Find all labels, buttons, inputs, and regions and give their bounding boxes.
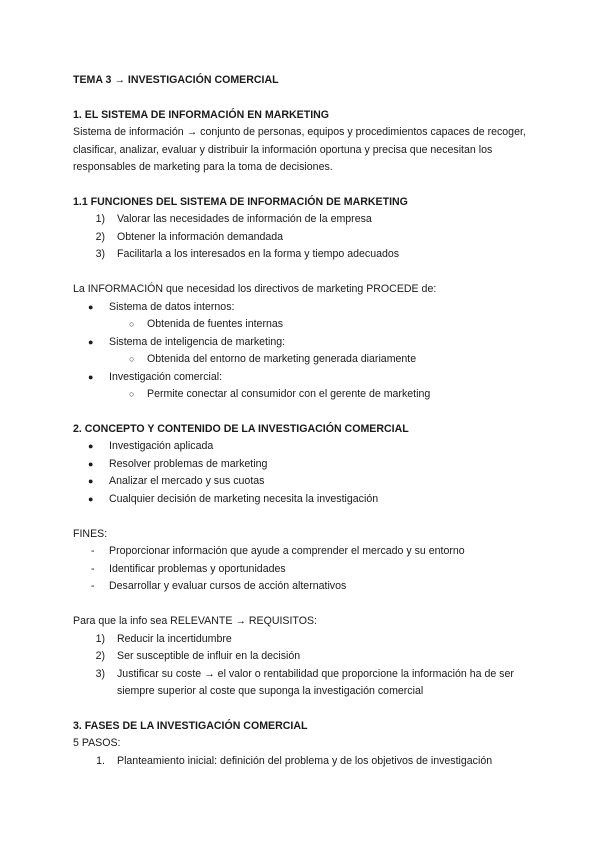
dash-icon: - xyxy=(91,562,95,575)
section-2-heading: 2. CONCEPTO Y CONTENIDO DE LA INVESTIGACIÓN COMERCIAL xyxy=(73,422,409,435)
requisitos-intro: Para que la info sea RELEVANTE → REQUISITOS: xyxy=(73,615,317,627)
bullet-icon: ● xyxy=(88,336,94,347)
list-item: - Identificar problemas y oportunidades xyxy=(73,561,533,579)
list-item: 3) Justificar su coste → el valor o rentabilidad que proporcione la información ha de ser siempre superior al coste que suponga la investigación comercial xyxy=(95,667,514,697)
info-intro: La INFORMACIÓN que necesidad los directivos de marketing PROCEDE de: xyxy=(73,283,437,295)
section-1-heading: 1. EL SISTEMA DE INFORMACIÓN EN MARKETING xyxy=(73,108,330,121)
circle-bullet-icon: ○ xyxy=(129,389,135,399)
bullet-icon: ● xyxy=(88,476,94,486)
list-item: 2) Obtener la información demandada xyxy=(95,230,284,243)
list-item: 1. Planteamiento inicial: definición del problema y de los objetivos de investigación xyxy=(96,754,493,767)
document-title: TEMA 3 → INVESTIGACIÓN COMERCIAL xyxy=(73,74,279,86)
list-item: ● Cualquier decisión de marketing necesita la investigación xyxy=(73,491,533,509)
sub-list-item: ○ Permite conectar al consumidor con el gerente de marketing xyxy=(73,386,533,404)
bullet-icon: ● xyxy=(88,458,94,469)
sub-list-item: ○ Obtenida del entorno de marketing generada diariamente xyxy=(73,351,533,369)
dash-icon: - xyxy=(91,545,95,557)
list-item: ● Investigación comercial: xyxy=(73,369,533,387)
list-item: ● Investigación aplicada xyxy=(73,438,533,456)
bullet-icon: ● xyxy=(88,301,94,312)
bullet-icon: ● xyxy=(88,441,94,451)
bullet-icon: ● xyxy=(88,371,94,382)
list-item: ● Sistema de datos internos: xyxy=(73,299,533,317)
list-item: 2) Ser susceptible de influir en la decisión xyxy=(95,650,301,662)
bullet-icon: ● xyxy=(88,493,94,504)
section-1-1-heading: 1.1 FUNCIONES DEL SISTEMA DE INFORMACIÓN DE MARKETING xyxy=(73,195,408,208)
section-3-heading: 3. FASES DE LA INVESTIGACIÓN COMERCIAL xyxy=(73,719,308,732)
circle-bullet-icon: ○ xyxy=(129,319,135,329)
document-page xyxy=(73,72,533,770)
section-3-subheading: 5 PASOS: xyxy=(73,737,121,749)
list-item: - Proporcionar información que ayude a comprender el mercado y su entorno xyxy=(73,543,533,561)
list-item: - Desarrollar y evaluar cursos de acción alternativos xyxy=(73,578,533,596)
list-item: ● Analizar el mercado y sus cuotas xyxy=(73,473,533,491)
fines-label: FINES: xyxy=(73,527,108,540)
section-1-paragraph: Sistema de información → conjunto de personas, equipos y procedimientos capaces de recoger, clasificar, analizar, evaluar y distribuir la información oportuna y precisa que necesitan los responsables de marketing para la toma de decisiones. xyxy=(73,126,526,173)
list-item: 3) Facilitarla a los interesados en la forma y tiempo adecuados xyxy=(95,248,400,260)
sub-list-item: ○ Obtenida de fuentes internas xyxy=(73,316,533,334)
list-item: ● Resolver problemas de marketing xyxy=(73,456,533,474)
list-item: ● Sistema de inteligencia de marketing: xyxy=(73,334,533,352)
circle-bullet-icon: ○ xyxy=(129,354,135,364)
list-item: 1) Reducir la incertidumbre xyxy=(95,632,232,645)
list-item: 1) Valorar las necesidades de información de la empresa xyxy=(95,213,372,225)
dash-icon: - xyxy=(91,580,95,592)
